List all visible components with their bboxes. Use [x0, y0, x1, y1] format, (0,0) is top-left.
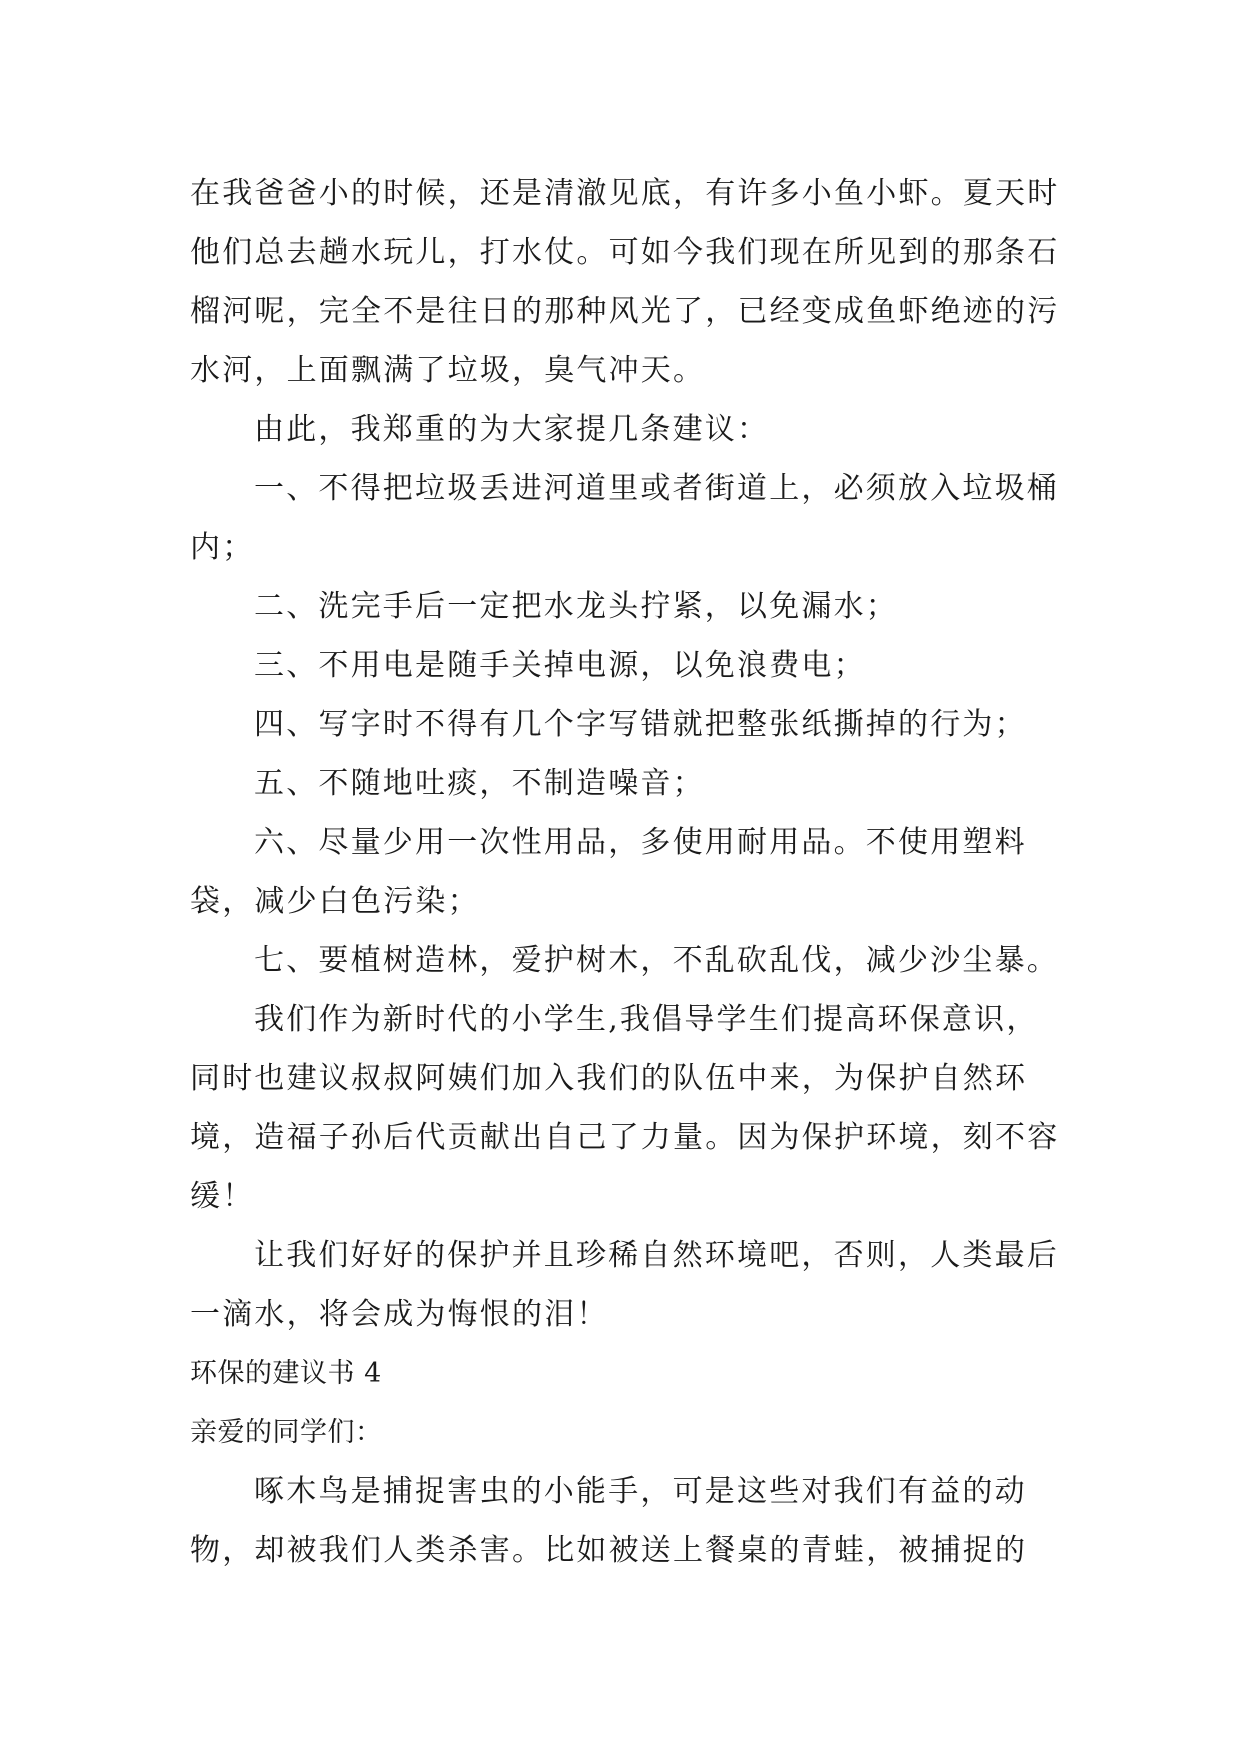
section-heading: 环保的建议书 4	[190, 1358, 382, 1389]
suggestion-item-7: 七、要植树造林，爱护树木，不乱砍乱伐，减少沙尘暴。	[254, 943, 1059, 978]
suggestion-item-6: 六、尽量少用一次性用品，多使用耐用品。不使用塑料袋，减少白色污染；	[190, 825, 1027, 919]
paragraph-closing: 让我们好好的保护并且珍稀自然环境吧，否则，人类最后一滴水，将会成为悔恨的泪！	[190, 1238, 1059, 1332]
paragraph-woodpecker: 啄木鸟是捕捉害虫的小能手，可是这些对我们有益的动物，却被我们人类杀害。比如被送上餐桌的青蛙，被捕捉的	[190, 1474, 1028, 1568]
suggestion-item-5: 五、不随地吐痰，不制造噪音；	[254, 766, 705, 801]
suggestion-item-4: 四、写字时不得有几个字写错就把整张纸撕掉的行为；	[254, 707, 1027, 742]
paragraph-call-to-action: 我们作为新时代的小学生,我倡导学生们提高环保意识，同时也建议叔叔阿姨们加入我们的队伍中来，为保护自然环境，造福子孙后代贡献出自己了力量。因为保护环境，刻不容缓！	[190, 1002, 1060, 1214]
suggestion-item-2: 二、洗完手后一定把水龙头拧紧，以免漏水；	[254, 589, 898, 624]
paragraph-suggestions-intro: 由此，我郑重的为大家提几条建议：	[254, 412, 770, 447]
document-body	[190, 164, 1070, 1580]
suggestion-item-1: 一、不得把垃圾丢进河道里或者街道上，必须放入垃圾桶内；	[190, 471, 1059, 565]
suggestion-item-3: 三、不用电是随手关掉电源，以免浪费电；	[254, 648, 866, 683]
salutation: 亲爱的同学们：	[190, 1417, 383, 1448]
paragraph-river-past: 在我爸爸小的时候，还是清澈见底，有许多小鱼小虾。夏天时他们总去趟水玩儿，打水仗。可如今我们现在所见到的那条石榴河呢，完全不是往日的那种风光了，已经变成鱼虾绝迹的污水河，上面飘满了垃圾，臭气冲天。	[190, 176, 1060, 388]
